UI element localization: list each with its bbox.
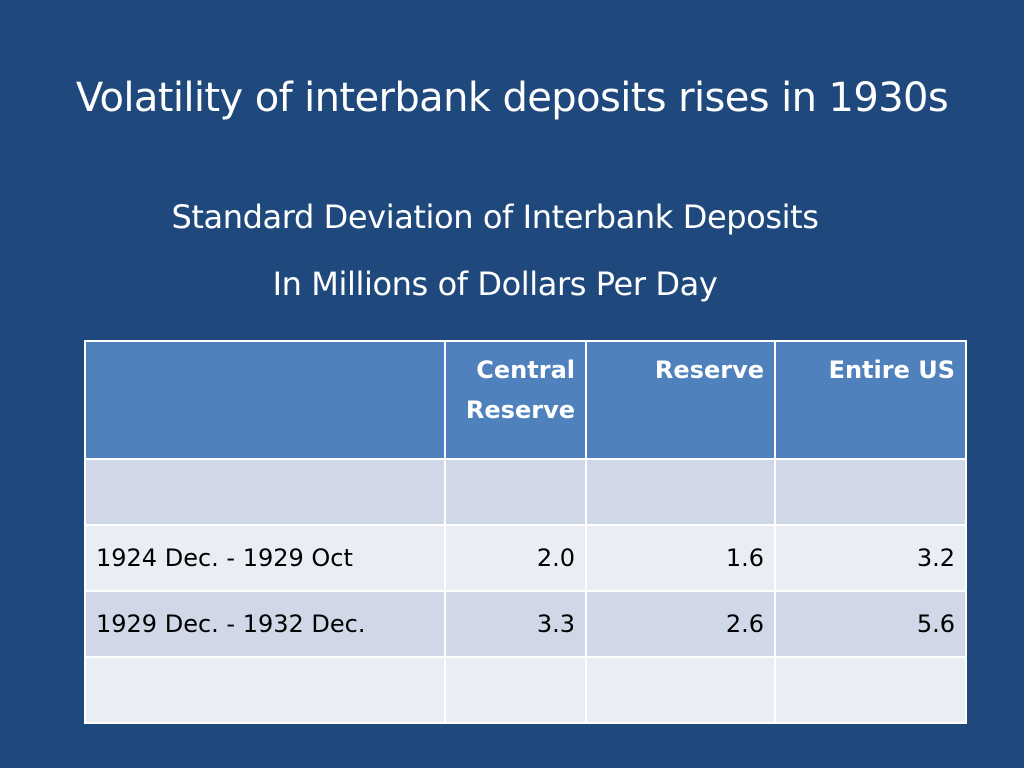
central-reserve-cell [445, 657, 586, 723]
entire-us-cell [775, 459, 966, 525]
reserve-cell [586, 657, 775, 723]
table-header-row [85, 341, 966, 459]
header-cell-central-reserve: Central Reserve [445, 341, 586, 459]
central-reserve-cell: 3.3 [445, 591, 586, 657]
row-label-cell: 1929 Dec. - 1932 Dec. [85, 591, 445, 657]
central-reserve-cell [445, 459, 586, 525]
table-row [85, 591, 966, 657]
row-label-cell [85, 459, 445, 525]
reserve-cell [586, 459, 775, 525]
header-cell-period [85, 341, 445, 459]
reserve-cell: 2.6 [586, 591, 775, 657]
row-label-cell [85, 657, 445, 723]
central-reserve-cell: 2.0 [445, 525, 586, 591]
table-row [85, 525, 966, 591]
std-dev-table [84, 340, 967, 724]
header-cell-entire-us: Entire US [775, 341, 966, 459]
header-cell-reserve: Reserve [586, 341, 775, 459]
table-row [85, 459, 966, 525]
table-row [85, 657, 966, 723]
table-subtitle: Standard Deviation of Interbank Deposits [171, 198, 819, 236]
slide-title: Volatility of interbank deposits rises in 1930s [75, 75, 949, 121]
reserve-cell: 1.6 [586, 525, 775, 591]
entire-us-cell [775, 657, 966, 723]
units-subtitle: In Millions of Dollars Per Day [272, 265, 718, 303]
row-label-cell: 1924 Dec. - 1929 Oct [85, 525, 445, 591]
entire-us-cell: 5.6 [775, 591, 966, 657]
entire-us-cell: 3.2 [775, 525, 966, 591]
